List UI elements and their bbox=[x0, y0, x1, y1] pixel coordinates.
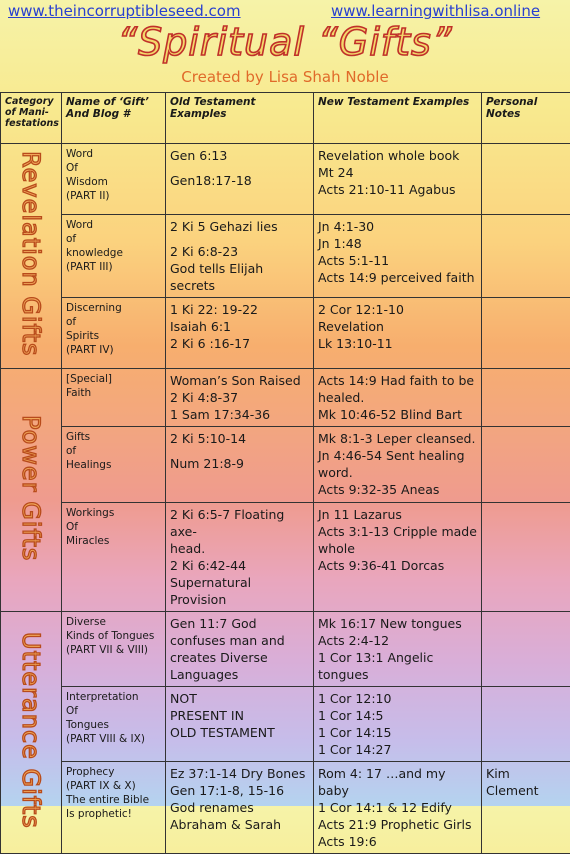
personal-notes-cell[interactable] bbox=[482, 144, 570, 215]
cell-line: confuses man and bbox=[170, 632, 309, 649]
cell-line: (PART IV) bbox=[66, 343, 161, 357]
gift-name-cell bbox=[62, 503, 166, 612]
cell-line: Of bbox=[66, 704, 161, 718]
cell-line: Languages bbox=[170, 666, 309, 683]
cell-line: PRESENT IN bbox=[170, 707, 309, 724]
cell-line: Acts 2:4-12 bbox=[318, 632, 477, 649]
new-testament-cell bbox=[314, 298, 482, 369]
cell-line: (PART II) bbox=[66, 189, 161, 203]
old-testament-cell bbox=[166, 427, 314, 503]
cell-line: 2 Cor 12:1-10 bbox=[318, 301, 477, 318]
table-row bbox=[1, 762, 570, 854]
old-testament-cell bbox=[166, 503, 314, 612]
gift-name-cell bbox=[62, 612, 166, 687]
cell-line: of bbox=[66, 232, 161, 246]
cell-line: 1 Cor 14:5 bbox=[318, 707, 477, 724]
cell-line: (PART IX & X) bbox=[66, 779, 161, 793]
cell-line: Abraham & Sarah bbox=[170, 816, 309, 833]
cell-line: God renames bbox=[170, 799, 309, 816]
gift-name-cell bbox=[62, 369, 166, 427]
cell-line: Acts 21:9 Prophetic Girls bbox=[318, 816, 477, 833]
cell-line: Woman’s Son Raised bbox=[170, 372, 309, 389]
cell-line: Jn 11 Lazarus bbox=[318, 506, 477, 523]
cell-line: Of bbox=[66, 161, 161, 175]
website-link-right[interactable]: www.learningwithlisa.online bbox=[331, 2, 540, 20]
cell-line: [Special] bbox=[66, 372, 161, 386]
old-testament-cell bbox=[166, 215, 314, 298]
cell-line: Is prophetic! bbox=[66, 807, 161, 821]
old-testament-cell bbox=[166, 144, 314, 215]
table-row bbox=[1, 687, 570, 762]
new-testament-cell bbox=[314, 612, 482, 687]
cell-line: knowledge bbox=[66, 246, 161, 260]
cell-line: Revelation bbox=[318, 318, 477, 335]
table-row bbox=[1, 298, 570, 369]
category-cell bbox=[1, 612, 62, 854]
cell-line: 2 Ki 6 :16-17 bbox=[170, 335, 309, 352]
cell-line: Gifts bbox=[66, 430, 161, 444]
cell-line: Acts 3:1-13 Cripple made bbox=[318, 523, 477, 540]
cell-line: Rom 4: 17 …and my baby bbox=[318, 765, 477, 799]
new-testament-cell bbox=[314, 762, 482, 854]
gift-name-cell bbox=[62, 687, 166, 762]
cell-line: Ez 37:1-14 Dry Bones bbox=[170, 765, 309, 782]
personal-notes-cell[interactable] bbox=[482, 427, 570, 503]
gifts-table bbox=[0, 92, 570, 854]
table-header-row bbox=[1, 93, 570, 144]
cell-line: Kinds of Tongues bbox=[66, 629, 161, 643]
table-row bbox=[1, 369, 570, 427]
cell-line: of bbox=[66, 315, 161, 329]
personal-notes-cell[interactable]: Kim Clement bbox=[482, 762, 570, 854]
cell-line: Diverse bbox=[66, 615, 161, 629]
page-title: “Spiritual “Gifts” bbox=[0, 20, 570, 64]
cell-line: Gen18:17-18 bbox=[170, 172, 309, 189]
cell-line: Jn 4:46-54 Sent healing bbox=[318, 447, 477, 464]
cell-line: Word bbox=[66, 218, 161, 232]
cell-line: word. bbox=[318, 464, 477, 481]
cell-line: Jn 4:1-30 bbox=[318, 218, 477, 235]
cell-line: The entire Bible bbox=[66, 793, 161, 807]
cell-line: 2 Ki 6:5-7 Floating axe- bbox=[170, 506, 309, 540]
table-row bbox=[1, 427, 570, 503]
cell-line: Mk 10:46-52 Blind Bart bbox=[318, 406, 477, 423]
cell-line: 1 Cor 12:10 bbox=[318, 690, 477, 707]
new-testament-cell bbox=[314, 144, 482, 215]
cell-line: 2 Ki 4:8-37 bbox=[170, 389, 309, 406]
new-testament-cell bbox=[314, 503, 482, 612]
old-testament-cell bbox=[166, 298, 314, 369]
new-testament-cell bbox=[314, 427, 482, 503]
cell-line: (PART III) bbox=[66, 260, 161, 274]
cell-line: 1 Cor 14:1 & 12 Edify bbox=[318, 799, 477, 816]
category-label: Utterance Gifts bbox=[17, 632, 45, 829]
page-subtitle: Created by Lisa Shah Noble bbox=[0, 68, 570, 86]
cell-line: 1 Cor 14:27 bbox=[318, 741, 477, 758]
cell-line: Gen 6:13 bbox=[170, 147, 309, 164]
old-testament-cell bbox=[166, 687, 314, 762]
gift-name-cell bbox=[62, 144, 166, 215]
cell-line: Acts 9:36-41 Dorcas bbox=[318, 557, 477, 574]
cell-line: tongues bbox=[318, 666, 477, 683]
cell-line: Interpretation bbox=[66, 690, 161, 704]
category-label: Power Gifts bbox=[17, 415, 45, 561]
personal-notes-cell[interactable] bbox=[482, 612, 570, 687]
cell-line: (PART VII & VIII) bbox=[66, 643, 161, 657]
cell-line: Lk 13:10-11 bbox=[318, 335, 477, 352]
cell-line: Acts 14:9 Had faith to be bbox=[318, 372, 477, 389]
category-label: Revelation Gifts bbox=[17, 151, 45, 357]
cell-line: Supernatural Provision bbox=[170, 574, 309, 608]
gift-name-cell bbox=[62, 298, 166, 369]
cell-line: Healings bbox=[66, 458, 161, 472]
cell-line: 1 Ki 22: 19-22 bbox=[170, 301, 309, 318]
cell-line: head. bbox=[170, 540, 309, 557]
gift-name-cell bbox=[62, 762, 166, 854]
cell-line: Miracles bbox=[66, 534, 161, 548]
old-testament-cell bbox=[166, 369, 314, 427]
category-cell bbox=[1, 144, 62, 369]
cell-line bbox=[170, 235, 309, 243]
cell-line: 1 Cor 14:15 bbox=[318, 724, 477, 741]
cell-line: Num 21:8-9 bbox=[170, 455, 309, 472]
personal-notes-cell[interactable] bbox=[482, 215, 570, 298]
cell-line: 2 Ki 6:8-23 bbox=[170, 243, 309, 260]
cell-line: of bbox=[66, 444, 161, 458]
cell-line: Faith bbox=[66, 386, 161, 400]
cell-line: Mk 16:17 New tongues bbox=[318, 615, 477, 632]
cell-line: Workings bbox=[66, 506, 161, 520]
cell-line: Of bbox=[66, 520, 161, 534]
cell-line: Acts 5:1-11 bbox=[318, 252, 477, 269]
header-new-testament: New Testament Examples bbox=[314, 93, 482, 144]
header-personal-notes: Personal Notes bbox=[482, 93, 570, 144]
header-gift-name: Name of ‘Gift’ And Blog # bbox=[62, 93, 166, 144]
cell-line: Word bbox=[66, 147, 161, 161]
cell-line bbox=[170, 164, 309, 172]
cell-line: Prophecy bbox=[66, 765, 161, 779]
cell-line: 2 Ki 6:42-44 bbox=[170, 557, 309, 574]
cell-line: Mk 8:1-3 Leper cleansed. bbox=[318, 430, 477, 447]
cell-line: Isaiah 6:1 bbox=[170, 318, 309, 335]
new-testament-cell bbox=[314, 687, 482, 762]
new-testament-cell bbox=[314, 369, 482, 427]
personal-notes-cell[interactable] bbox=[482, 369, 570, 427]
cell-line: 1 Sam 17:34-36 bbox=[170, 406, 309, 423]
cell-line: Jn 1:48 bbox=[318, 235, 477, 252]
cell-line: Tongues bbox=[66, 718, 161, 732]
category-cell bbox=[1, 369, 62, 612]
cell-line: Spirits bbox=[66, 329, 161, 343]
new-testament-cell bbox=[314, 215, 482, 298]
gift-name-cell bbox=[62, 427, 166, 503]
header-old-testament: Old Testament Examples bbox=[166, 93, 314, 144]
website-link-left[interactable]: www.theincorruptibleseed.com bbox=[8, 2, 241, 20]
cell-line bbox=[170, 447, 309, 455]
personal-notes-cell[interactable] bbox=[482, 687, 570, 762]
table-row bbox=[1, 215, 570, 298]
cell-line: Wisdom bbox=[66, 175, 161, 189]
cell-line: Mt 24 bbox=[318, 164, 477, 181]
cell-line: Discerning bbox=[66, 301, 161, 315]
table-row bbox=[1, 144, 570, 215]
cell-line: Gen 17:1-8, 15-16 bbox=[170, 782, 309, 799]
cell-line: God tells Elijah secrets bbox=[170, 260, 309, 294]
cell-line: Acts 14:9 perceived faith bbox=[318, 269, 477, 286]
personal-notes-cell[interactable] bbox=[482, 298, 570, 369]
cell-line: Acts 19:6 bbox=[318, 833, 477, 850]
old-testament-cell bbox=[166, 612, 314, 687]
header-category: Category of Mani-festations bbox=[1, 93, 62, 144]
cell-line: creates Diverse bbox=[170, 649, 309, 666]
gift-name-cell bbox=[62, 215, 166, 298]
cell-line: whole bbox=[318, 540, 477, 557]
cell-line: Acts 9:32-35 Aneas bbox=[318, 481, 477, 498]
table-row bbox=[1, 503, 570, 612]
cell-line: Gen 11:7 God bbox=[170, 615, 309, 632]
table-row bbox=[1, 612, 570, 687]
cell-line: NOT bbox=[170, 690, 309, 707]
cell-line: Revelation whole book bbox=[318, 147, 477, 164]
cell-line: OLD TESTAMENT bbox=[170, 724, 309, 741]
cell-line: Acts 21:10-11 Agabus bbox=[318, 181, 477, 198]
cell-line: 2 Ki 5:10-14 bbox=[170, 430, 309, 447]
personal-notes-cell[interactable] bbox=[482, 503, 570, 612]
cell-line: 2 Ki 5 Gehazi lies bbox=[170, 218, 309, 235]
old-testament-cell bbox=[166, 762, 314, 854]
cell-line: 1 Cor 13:1 Angelic bbox=[318, 649, 477, 666]
cell-line: healed. bbox=[318, 389, 477, 406]
cell-line: (PART VIII & IX) bbox=[66, 732, 161, 746]
